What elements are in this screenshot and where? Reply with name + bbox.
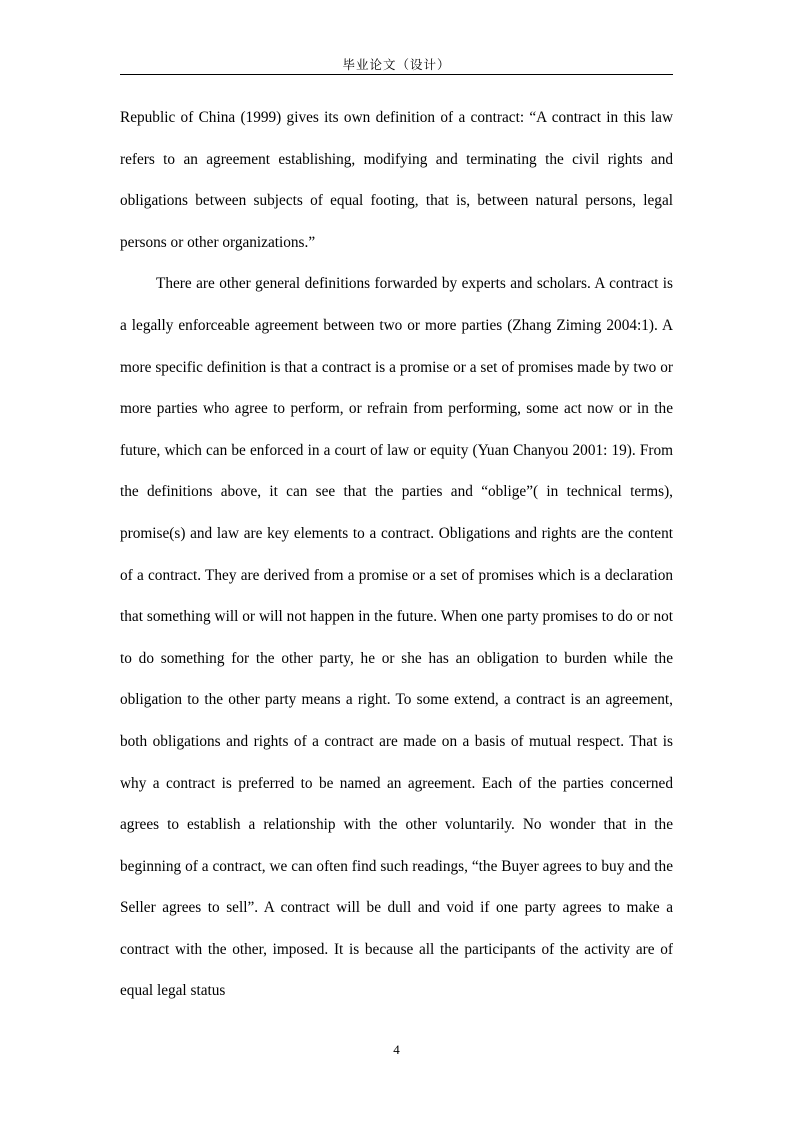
paragraph-contract-law-definition: Republic of China (1999) gives its own definition of a contract: “A contract in this law refers to an agreement establishing, modifying and terminating the civil rights and obligations between subjects of equal footing, that is, between natural persons, legal persons or other organizations.” [120, 109, 673, 251]
body-text [120, 97, 673, 1012]
paragraph-general-definitions: There are other general definitions forwarded by experts and scholars. A contract is a legally enforceable agreement between two or more parties (Zhang Ziming 2004:1). A more specific definition is that a contract is a promise or a set of promises made by two or more parties who agree to perform, or refrain from performing, some act now or in the future, which can be enforced in a court of law or equity (Yuan Chanyou 2001: 19). From the definitions above, it can see that the parties and “oblige”( in technical terms), promise(s) and law are key elements to a contract. Obligations and rights are the content of a contract. They are derived from a promise or a set of promises which is a declaration that something will or will not happen in the future. When one party promises to do or not to do something for the other party, he or she has an obligation to burden while the obligation to the other party means a right. To some extend, a contract is an agreement, both obligations and rights of a contract are made on a basis of mutual respect. That is why a contract is preferred to be named an agreement. Each of the parties concerned agrees to establish a relationship with the other voluntarily. No wonder that in the beginning of a contract, we can often find such readings, “the Buyer agrees to buy and the Seller agrees to sell”. A contract will be dull and void if one party agrees to make a contract with the other, imposed. It is because all the participants of the activity are of equal legal status [120, 275, 673, 1000]
header-divider [120, 74, 673, 75]
page-number: 4 [393, 1042, 400, 1057]
running-header: 毕业论文（设计） [342, 58, 451, 72]
